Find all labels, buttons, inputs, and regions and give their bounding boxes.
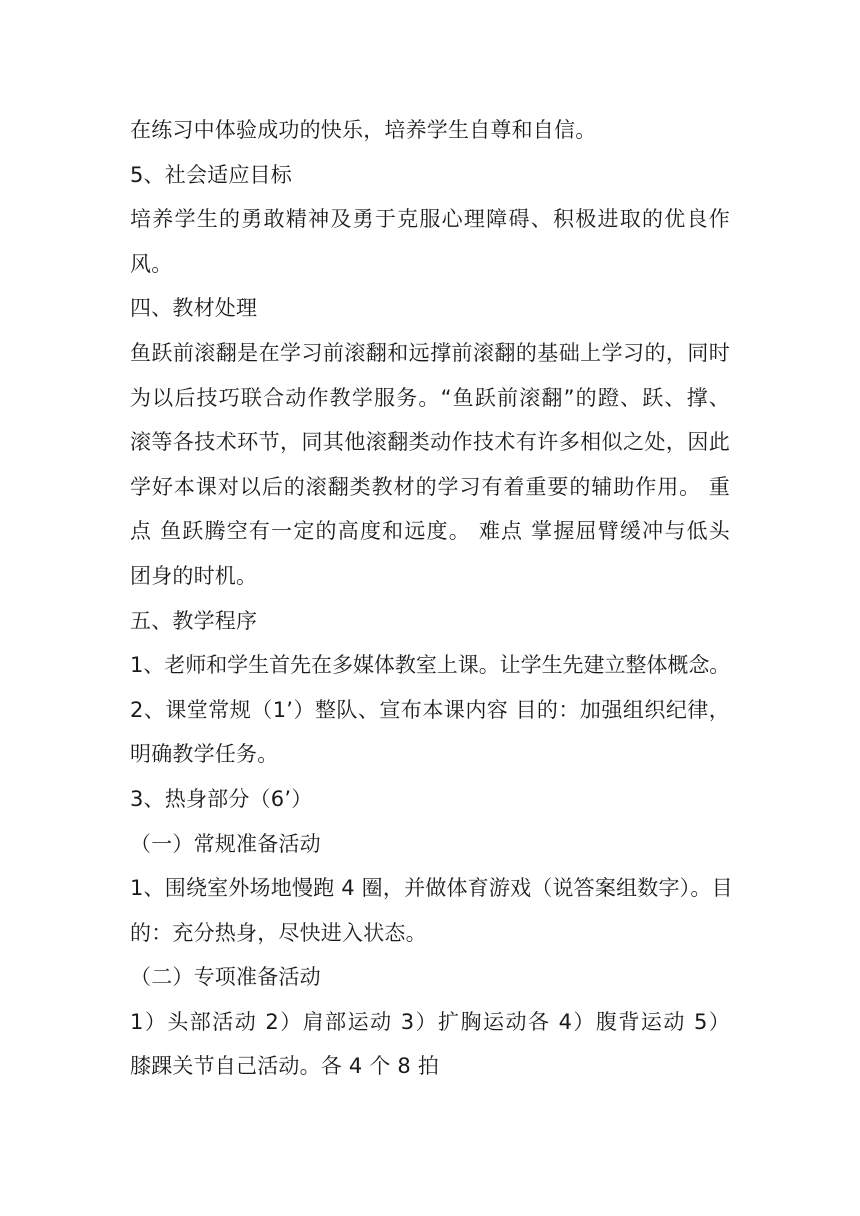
text-line: 点 鱼跃腾空有一定的高度和远度。 难点 掌握屈臂缓冲与低头: [130, 519, 730, 544]
text-line: 2、课堂常规（1’）整队、宣布本课内容 目的：加强组织纪律，: [130, 697, 730, 722]
sub-heading: （二）专项准备活动: [130, 965, 321, 990]
text-line: 明确教学任务。: [130, 742, 279, 767]
text-line: 风。: [130, 251, 173, 276]
text-line: 团身的时机。: [130, 563, 258, 588]
text-line: 1、老师和学生首先在多媒体教室上课。让学生先建立整体概念。: [130, 653, 730, 678]
section-heading: 5、社会适应目标: [130, 162, 292, 187]
text-line: 鱼跃前滚翻是在学习前滚翻和远撑前滚翻的基础上学习的，同时: [130, 340, 730, 365]
document-body: [130, 108, 733, 1089]
text-line: 学好本课对以后的滚翻类教材的学习有着重要的辅助作用。 重: [130, 474, 730, 499]
section-heading: 五、教学程序: [130, 608, 258, 633]
text-line: 在练习中体验成功的快乐，培养学生自尊和自信。: [130, 118, 597, 142]
text-line: 为以后技巧联合动作教学服务。“鱼跃前滚翻”的蹬、跃、撑、: [130, 385, 730, 410]
section-heading: 3、热身部分（6’）: [130, 786, 313, 811]
text-line: 培养学生的勇敢精神及勇于克服心理障碍、积极进取的优良作: [130, 207, 730, 232]
text-line: 1、围绕室外场地慢跑 4 圈，并做体育游戏（说答案组数字）。目: [130, 876, 733, 901]
text-line: 膝踝关节自己活动。各 4 个 8 拍: [130, 1054, 440, 1079]
text-line: 滚等各技术环节，同其他滚翻类动作技术有许多相似之处，因此: [130, 430, 730, 455]
section-heading: 四、教材处理: [130, 296, 258, 321]
text-line: 的：充分热身，尽快进入状态。: [130, 920, 427, 945]
sub-heading: （一）常规准备活动: [130, 831, 321, 856]
text-line: 1）头部活动 2）肩部运动 3）扩胸运动各 4）腹背运动 5）: [130, 1009, 730, 1034]
